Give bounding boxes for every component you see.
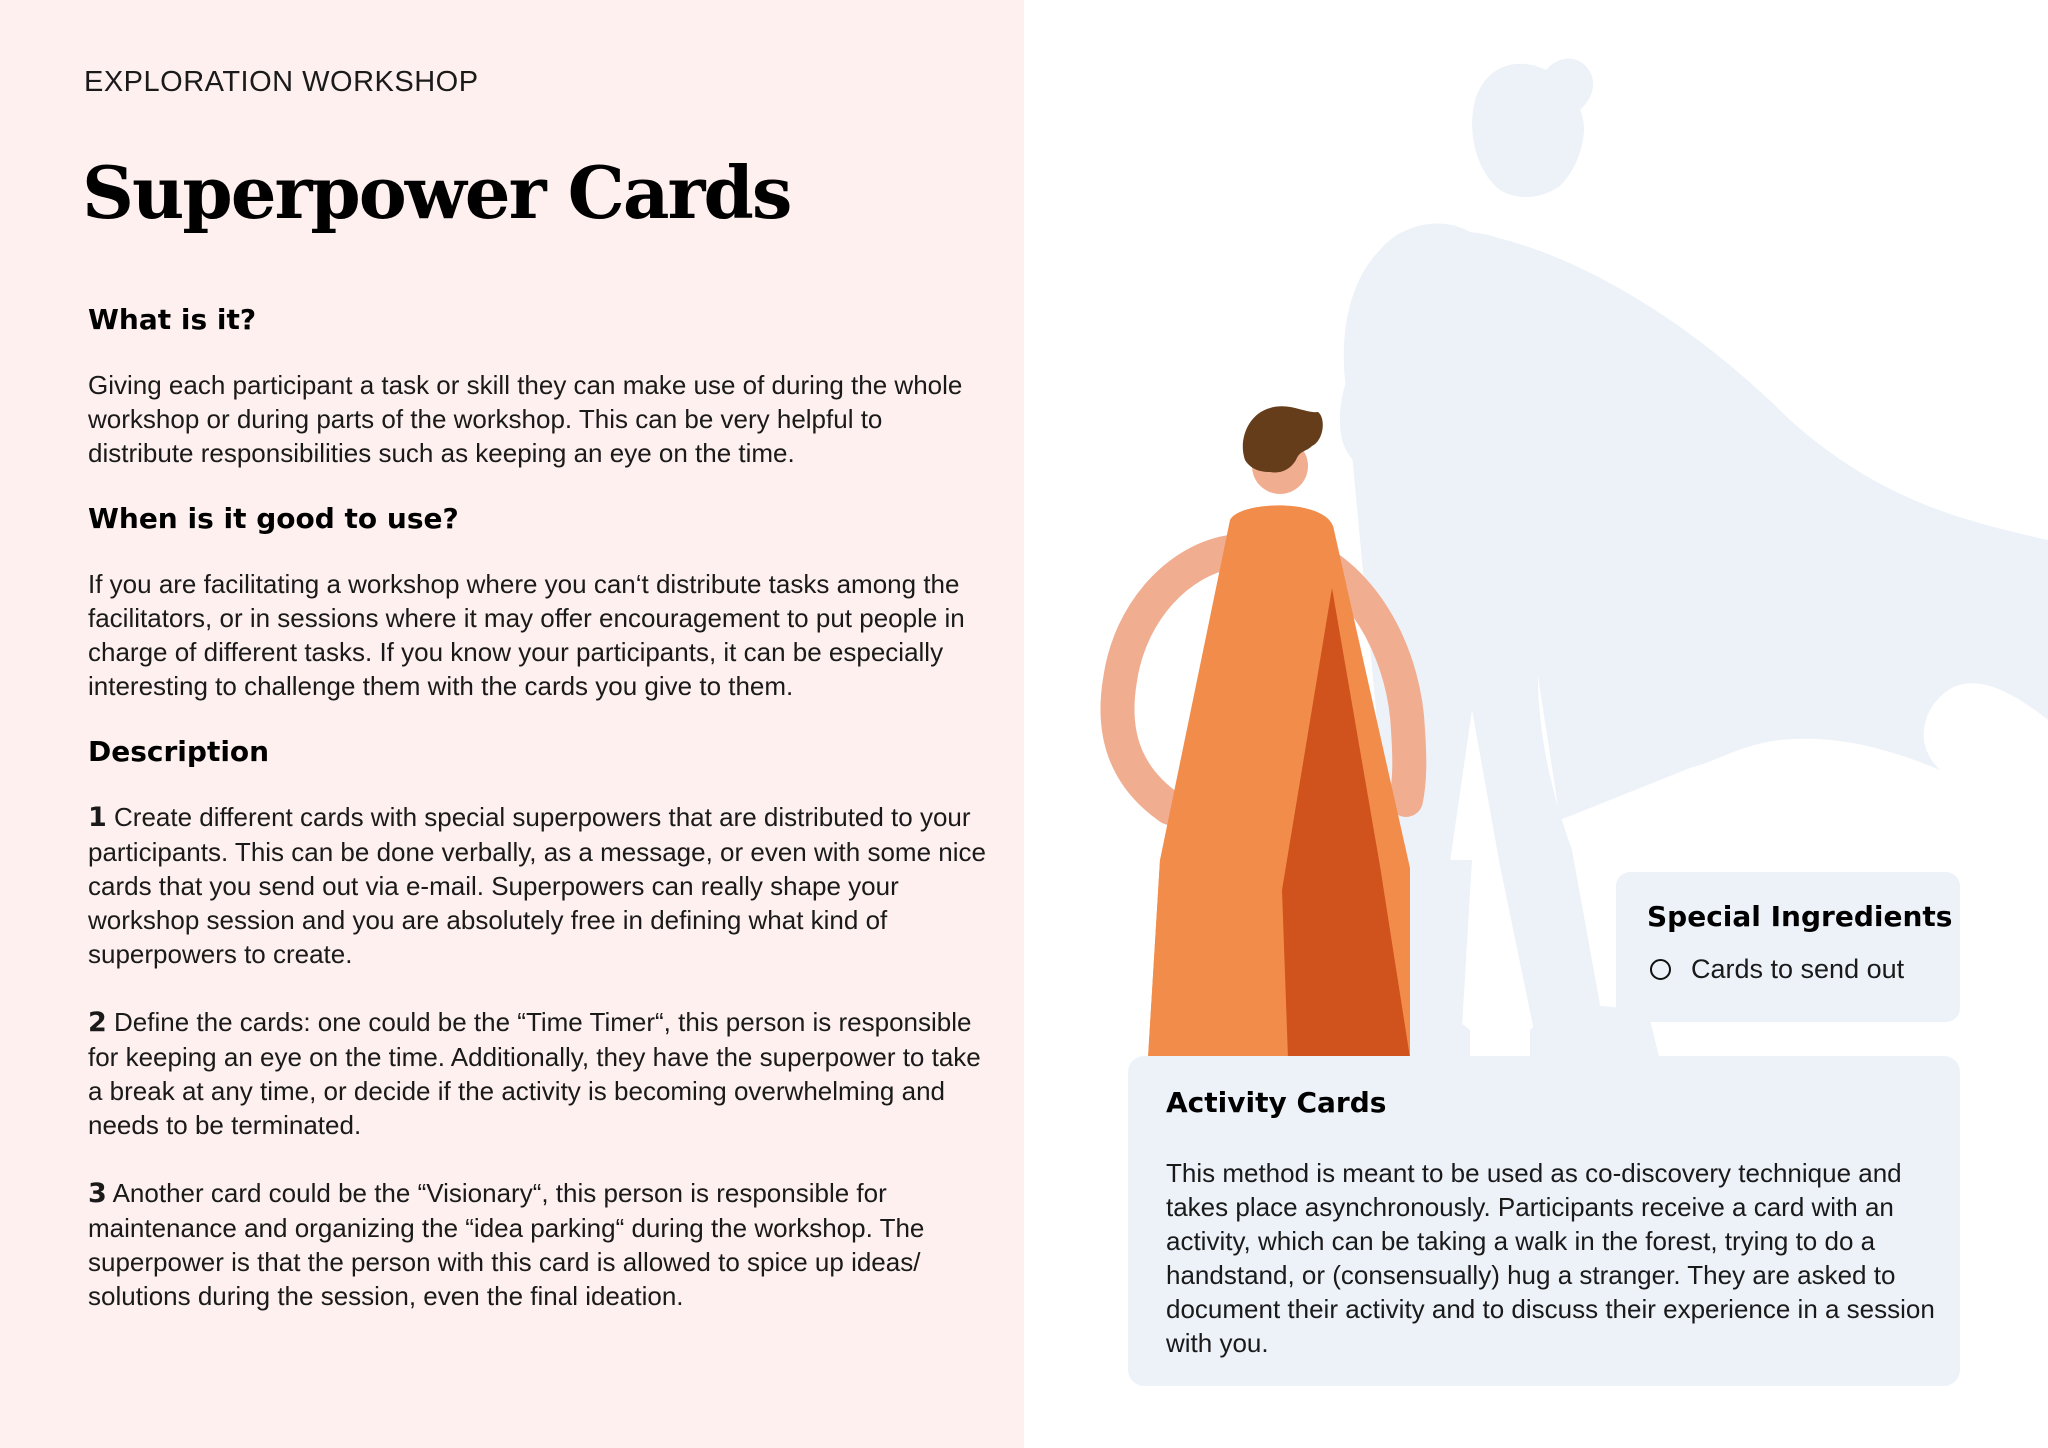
activity-body: This method is meant to be used as co-discovery technique and takes place asynchronously. Participants receive a card with an activity, which can be taking a walk in the forest, trying to do a handstand, or (consensually) hug a stranger. They are asked to document their activity and to discuss their experience in a session with you.	[1166, 1158, 1935, 1358]
section-body-when: If you are facilitating a workshop where you can‘t distribute tasks among the facilitators, or in sessions where it may offer encouragement to put people in charge of different tasks. If you know your participants, it can be especially interesting to challenge them with the cards you give to them.	[88, 569, 965, 701]
activity-cards-box	[1128, 1056, 1960, 1386]
ingredient-item	[1650, 954, 1904, 985]
description-step-3	[88, 1176, 988, 1313]
left-leg	[1148, 860, 1278, 1058]
section-heading-description: Description	[88, 735, 270, 768]
special-ingredients-card	[1616, 872, 1960, 1022]
section-heading-when: When is it good to use?	[88, 502, 459, 535]
step-number: 2	[88, 1007, 107, 1038]
page-title: Superpower Cards	[82, 150, 791, 235]
description-step-1	[88, 800, 988, 971]
step-text: Define the cards: one could be the “Time Timer“, this person is responsible for keeping an eye on the time. Additionally, they have the superpower to take a break at any time, or decide if the activity is becoming overwhelming and needs to be terminated.	[88, 1007, 981, 1140]
section-body-what: Giving each participant a task or skill they can make use of during the whole workshop or during parts of the workshop. This can be very helpful to distribute responsibilities such as keeping an eye on the time.	[88, 370, 963, 468]
checkbox-circle-icon[interactable]	[1650, 959, 1671, 980]
ingredient-label: Cards to send out	[1691, 954, 1905, 984]
section-heading-what: What is it?	[88, 303, 257, 336]
activity-title: Activity Cards	[1166, 1086, 1387, 1119]
kicker-label: EXPLORATION WORKSHOP	[84, 66, 479, 98]
ingredients-title: Special Ingredients	[1647, 900, 1953, 933]
description-step-2	[88, 1005, 988, 1142]
step-number: 3	[88, 1178, 107, 1209]
content-column	[88, 300, 988, 1313]
step-text: Create different cards with special superpowers that are distributed to your participants. This can be done verbally, as a message, or even with some nice cards that you send out via e-mail. Superpowers can really shape your workshop session and you are absolutely free in defining what kind of superpowers to create.	[88, 802, 986, 969]
step-text: Another card could be the “Visionary“, this person is responsible for maintenance and organizing the “idea parking“ during the workshop. The superpower is that the person with this card is allowed to spice up ideas/ solutions during the session, even the final ideation.	[88, 1178, 925, 1311]
step-number: 1	[88, 802, 107, 833]
hair-icon	[1243, 406, 1323, 472]
shadow-head	[1472, 59, 1593, 198]
